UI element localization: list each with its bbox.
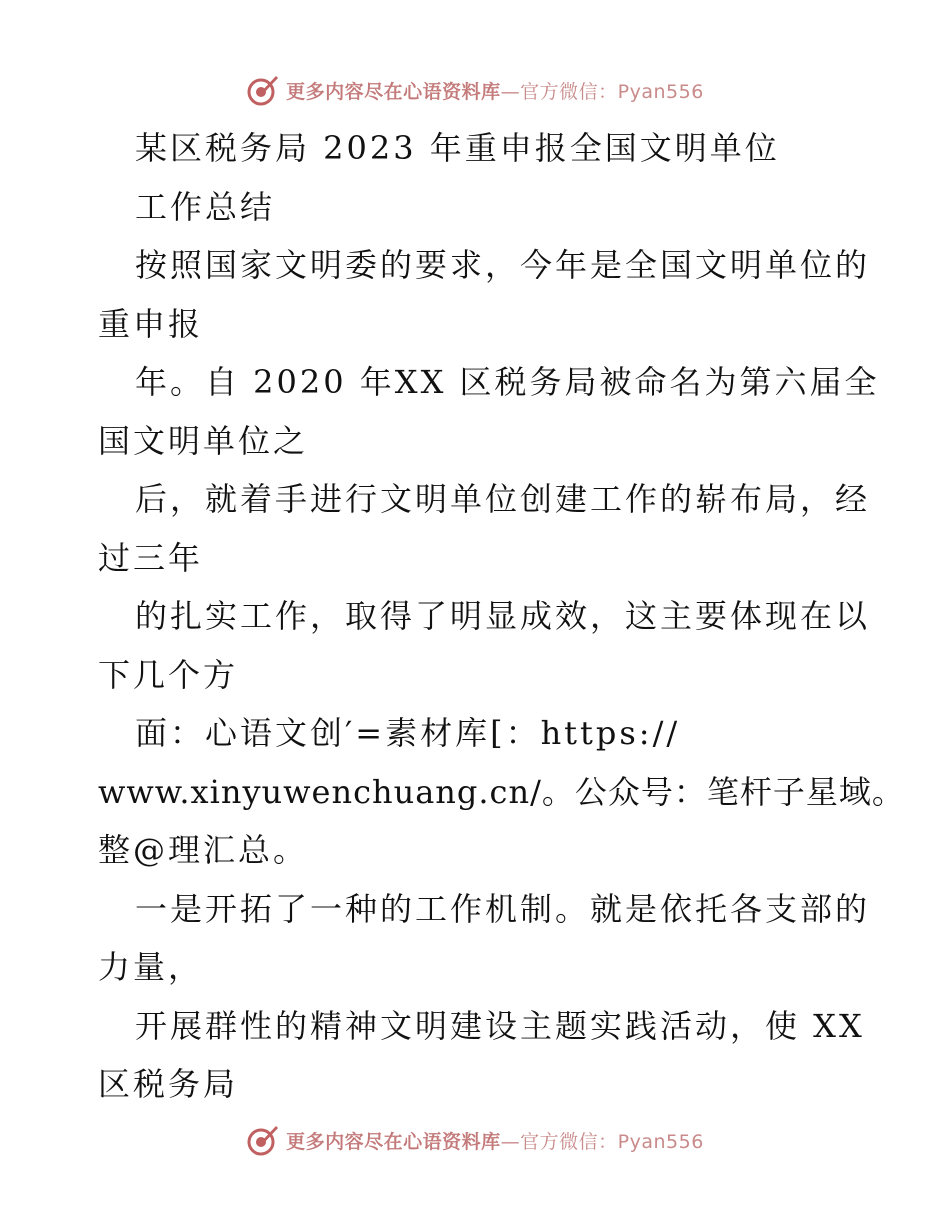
quill-seal-logo-icon <box>246 1123 280 1157</box>
doc-paragraph-line: 开展群性的精神文明建设主题实践活动，使 XX <box>135 1007 865 1045</box>
doc-title-line-1: 某区税务局 2023 年重申报全国文明单位 <box>135 129 780 167</box>
doc-title-line-2: 工作总结 <box>135 188 276 226</box>
doc-paragraph-line: 年。自 2020 年XX 区税务局被命名为第六届全 <box>135 363 880 401</box>
doc-paragraph-line: 过三年 <box>98 539 204 577</box>
header-banner-text: 更多内容尽在心语资料库—官方微信：Pyan556 <box>286 80 704 103</box>
doc-paragraph-line: 面：心语文创′=素材库[：https:// <box>135 714 681 752</box>
doc-paragraph-line: 整@理汇总。 <box>98 831 309 869</box>
doc-paragraph-line: 的扎实工作，取得了明显成效，这主要体现在以 <box>135 597 871 635</box>
doc-url-line: www.xinyuwenchuang.cn/。公众号：笔杆子星域。 <box>98 773 905 811</box>
footer-banner <box>0 1120 950 1160</box>
doc-paragraph-line: 下几个方 <box>98 656 239 694</box>
doc-paragraph-line: 按照国家文明委的要求，今年是全国文明单位的 <box>135 246 871 284</box>
doc-paragraph-line: 后，就着手进行文明单位创建工作的崭布局，经 <box>135 480 871 518</box>
footer-banner-text: 更多内容尽在心语资料库—官方微信：Pyan556 <box>286 1130 704 1153</box>
doc-paragraph-line: 区税务局 <box>98 1065 239 1103</box>
doc-paragraph-line: 力量， <box>98 948 204 986</box>
doc-paragraph-line: 国文明单位之 <box>98 422 309 460</box>
doc-paragraph-line: 一是开拓了一种的工作机制。就是依托各支部的 <box>135 890 871 928</box>
doc-paragraph-line: 重申报 <box>98 305 204 343</box>
